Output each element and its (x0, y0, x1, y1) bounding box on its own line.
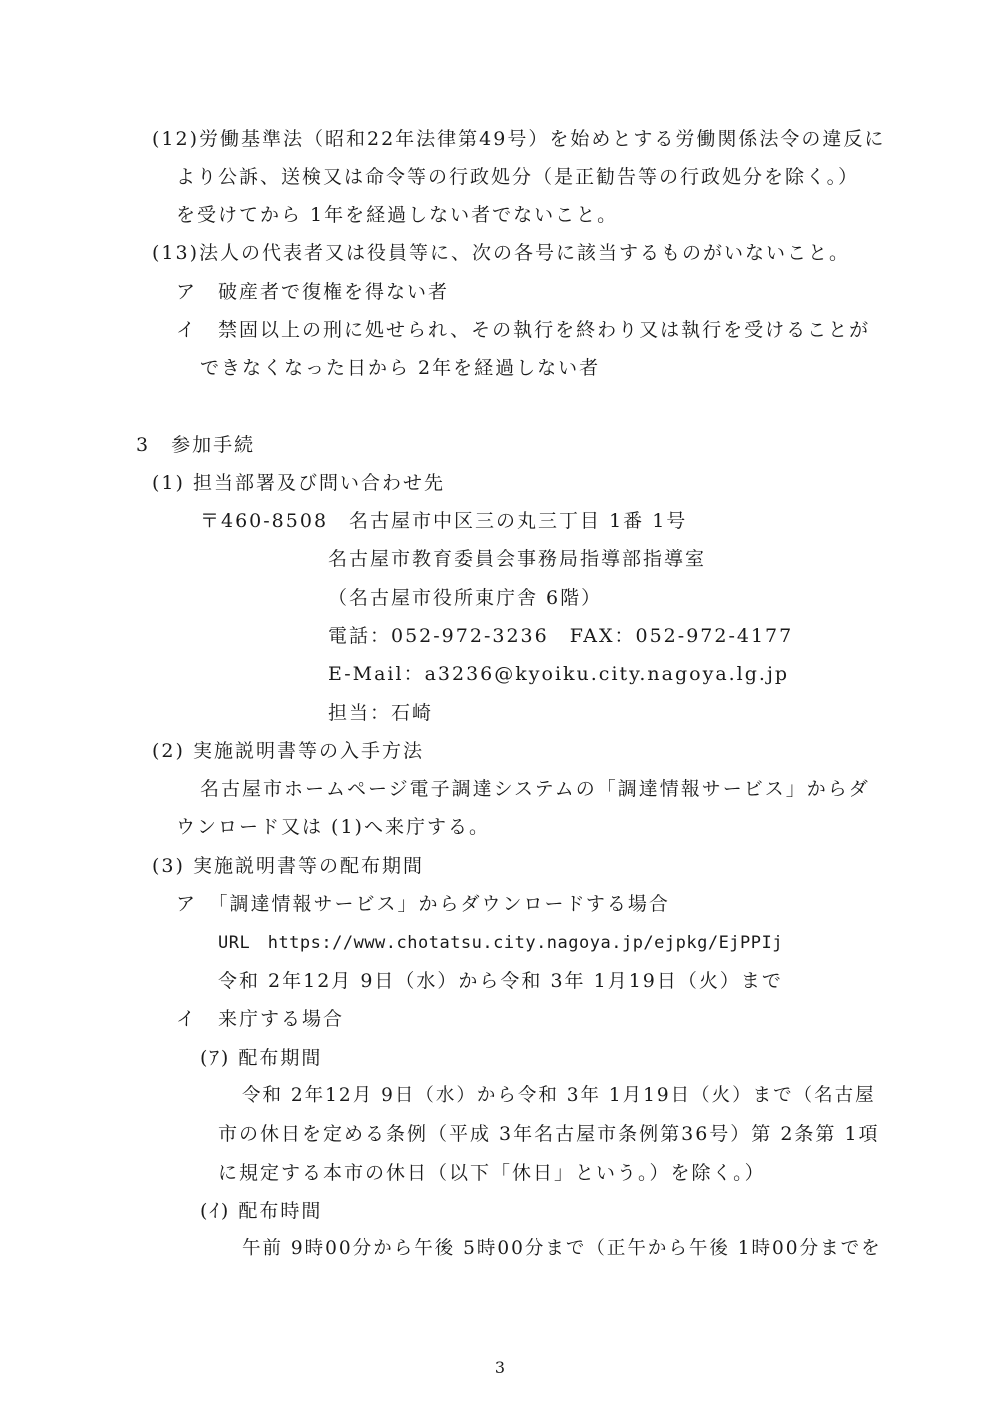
download-url[interactable]: URL https://www.chotatsu.city.nagoya.jp/ejpkg/EjPPIj (218, 933, 783, 953)
contact-office: 名古屋市教育委員会事務局指導部指導室 (328, 548, 707, 570)
section-3-heading: 3 参加手続 (136, 434, 256, 456)
subsection-2-body-line-1: 名古屋市ホームページ電子調達システムの「調達情報サービス」からダ (200, 778, 870, 800)
distribution-time-heading: (ｲ) 配布時間 (200, 1200, 323, 1222)
subsection-3-heading: (3) 実施説明書等の配布期間 (152, 855, 424, 877)
distribution-time-line-1: 午前 9時00分から午後 5時00分まで（正午から午後 1時00分までを (242, 1238, 882, 1259)
distribution-period-line-1: 令和 2年12月 9日（水）から令和 3年 1月19日（火）まで（名古屋 (242, 1085, 876, 1106)
item-12-line-1: (12)労働基準法（昭和22年法律第49号）を始めとする労働関係法令の違反に (152, 128, 886, 150)
contact-person: 担当：石崎 (328, 702, 434, 724)
item-13-a: ア 破産者で復権を得ない者 (176, 281, 450, 303)
subsection-3-i: イ 来庁する場合 (176, 1008, 345, 1030)
contact-email: E-Mail：a3236@kyoiku.city.nagoya.lg.jp (328, 663, 790, 685)
subsection-3-a: ア 「調達情報サービス」からダウンロードする場合 (176, 893, 670, 915)
contact-address: 〒460-8508 名古屋市中区三の丸三丁目 1番 1号 (200, 510, 688, 532)
item-13-line-1: (13)法人の代表者又は役員等に、次の各号に該当するものがいないこと。 (152, 242, 851, 264)
distribution-period-line-3: に規定する本市の休日（以下「休日」という。）を除く。） (218, 1162, 766, 1184)
item-13-i-line-1: イ 禁固以上の刑に処せられ、その執行を終わり又は執行を受けることが (176, 319, 871, 341)
item-12-line-2: より公訴、送検又は命令等の行政処分（是正勧告等の行政処分を除く。） (176, 166, 860, 188)
page-number: 3 (494, 1358, 506, 1377)
subsection-2-heading: (2) 実施説明書等の入手方法 (152, 740, 424, 762)
item-12-line-3: を受けてから 1年を経過しない者でないこと。 (176, 204, 619, 226)
distribution-period-heading: (ｱ) 配布期間 (200, 1047, 323, 1069)
download-period: 令和 2年12月 9日（水）から令和 3年 1月19日（火）まで (218, 970, 783, 992)
contact-phone-fax: 電話：052-972-3236 FAX：052-972-4177 (328, 625, 794, 647)
item-13-i-line-2: できなくなった日から 2年を経過しない者 (200, 357, 601, 379)
subsection-2-body-line-2: ウンロード又は (1)へ来庁する。 (176, 816, 490, 838)
subsection-1-heading: (1) 担当部署及び問い合わせ先 (152, 472, 445, 494)
contact-building: （名古屋市役所東庁舎 6階） (328, 587, 603, 609)
distribution-period-line-2: 市の休日を定める条例（平成 3年名古屋市条例第36号）第 2条第 1項 (218, 1123, 880, 1145)
